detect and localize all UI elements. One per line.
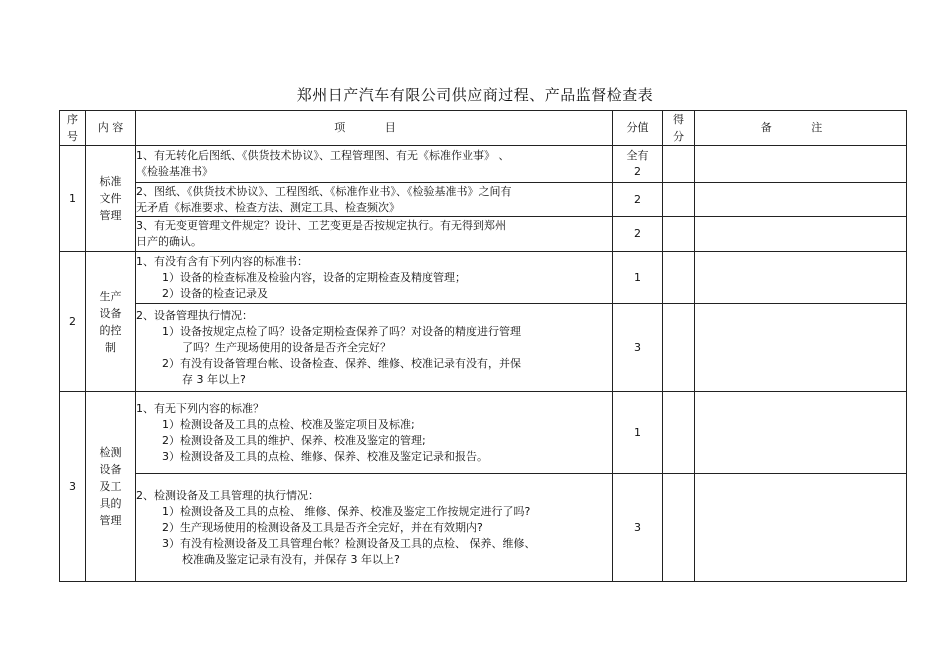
header-score-value: 分值 [613, 111, 663, 146]
score-line: 2 [634, 192, 641, 206]
item-line: 2）生产现场使用的检测设备及工具是否齐全完好，并在有效期内? [162, 520, 483, 534]
header-score-got: 得分 [663, 111, 695, 146]
section-seq: 2 [60, 252, 86, 392]
score-got-input[interactable] [663, 217, 695, 252]
header-content: 内 容 [86, 111, 136, 146]
item-line: 2）有没有设备管理台帐、设备检查、保养、维修、校准记录有没有，并保 [162, 356, 521, 370]
remarks-input[interactable] [695, 474, 907, 582]
header-remarks: 备 注 [695, 111, 907, 146]
table-row [60, 304, 907, 392]
header-seq: 序号 [60, 111, 86, 146]
remarks-input[interactable] [695, 304, 907, 392]
table-row [60, 183, 907, 217]
score-line: 2 [634, 165, 641, 178]
item-description [136, 183, 613, 217]
item-description [136, 392, 613, 474]
item-description [136, 252, 613, 304]
section-category-label: 检测设备及工具的管理 [99, 446, 122, 527]
table-row [60, 392, 907, 474]
score-got-input[interactable] [663, 146, 695, 183]
table-body [60, 146, 907, 582]
section-category [86, 146, 136, 252]
item-line: 1、有无转化后图纸、《供货技术协议》、工程管理图、有无《标准作业事》 、 [136, 149, 510, 162]
section-seq: 3 [60, 392, 86, 582]
table-row [60, 146, 907, 183]
item-line: 1）设备的检查标准及检验内容，设备的定期检查及精度管理； [162, 270, 466, 284]
header-item: 项 目 [136, 111, 613, 146]
score-value [613, 474, 663, 582]
item-line: 2、图纸、《供货技术协议》、工程图纸、《标准作业书》、《检验基准书》之间有 [136, 184, 512, 198]
page-title: 郑州日产汽车有限公司供应商过程、产品监督检查表 [296, 86, 654, 104]
remarks-input[interactable] [695, 183, 907, 217]
item-line: 校准确及鉴定记录有没有，并保存 3 年以上? [182, 552, 400, 566]
item-line: 1、有没有含有下列内容的标准书： [136, 254, 308, 268]
section-category [86, 252, 136, 392]
score-value [613, 252, 663, 304]
item-line: 了吗？生产现场使用的设备是否齐全完好？ [182, 340, 391, 354]
score-got-input[interactable] [663, 304, 695, 392]
item-line: 3）检测设备及工具的点检、维修、保养、校准及鉴定记录和报告。 [162, 449, 488, 463]
item-description [136, 304, 613, 392]
item-line: 3）有没有检测设备及工具管理台帐？检测设备及工具的点检、 保养、维修、 [162, 536, 536, 550]
section-category-label: 标准文件管理 [99, 175, 122, 222]
remarks-input[interactable] [695, 217, 907, 252]
table-row [60, 217, 907, 252]
score-got-input[interactable] [663, 392, 695, 474]
score-value [613, 304, 663, 392]
item-line: 1）检测设备及工具的点检、校准及鉴定项目及标准; [162, 417, 415, 431]
score-value [613, 146, 663, 183]
item-description [136, 146, 613, 183]
score-value [613, 183, 663, 217]
score-line: 1 [634, 425, 641, 439]
header-row [60, 111, 907, 146]
item-line: 2、设备管理执行情况： [136, 308, 253, 322]
remarks-input[interactable] [695, 392, 907, 474]
item-line: 日产的确认。 [136, 235, 202, 248]
score-line: 3 [634, 340, 641, 354]
score-line: 全有 [626, 149, 649, 162]
section-seq: 1 [60, 146, 86, 252]
score-got-input[interactable] [663, 183, 695, 217]
table-row [60, 474, 907, 582]
score-value [613, 392, 663, 474]
item-line: 2）设备的检查记录及 [162, 286, 268, 300]
item-description [136, 217, 613, 252]
score-got-input[interactable] [663, 474, 695, 582]
item-line: 《检验基准书》 [136, 165, 213, 178]
score-value [613, 217, 663, 252]
item-line: 3、有无变更管理文件规定？设计、工艺变更是否按规定执行。有无得到郑州 [136, 219, 506, 232]
item-line: 2）检测设备及工具的维护、保养、校准及鉴定的管理; [162, 433, 426, 447]
item-description [136, 474, 613, 582]
score-got-input[interactable] [663, 252, 695, 304]
item-line: 2、检测设备及工具管理的执行情况： [136, 488, 319, 502]
remarks-input[interactable] [695, 146, 907, 183]
item-line: 无矛盾《标准要求、检查方法、测定工具、检查频次》 [136, 200, 400, 214]
score-line: 2 [634, 227, 641, 240]
item-line: 存 3 年以上? [182, 372, 246, 386]
score-line: 1 [634, 270, 641, 284]
section-category [86, 392, 136, 582]
item-line: 1）检测设备及工具的点检、 维修、保养、校准及鉴定工作按规定进行了吗? [162, 504, 531, 518]
item-line: 1、有无下列内容的标准？ [136, 401, 264, 415]
section-category-label: 生产设备的控制 [99, 289, 122, 354]
table-row [60, 252, 907, 304]
item-line: 1）设备按规定点检了吗？设备定期检查保养了吗？对设备的精度进行管理 [162, 324, 521, 338]
remarks-input[interactable] [695, 252, 907, 304]
inspection-table [59, 110, 907, 582]
score-line: 3 [634, 520, 641, 534]
